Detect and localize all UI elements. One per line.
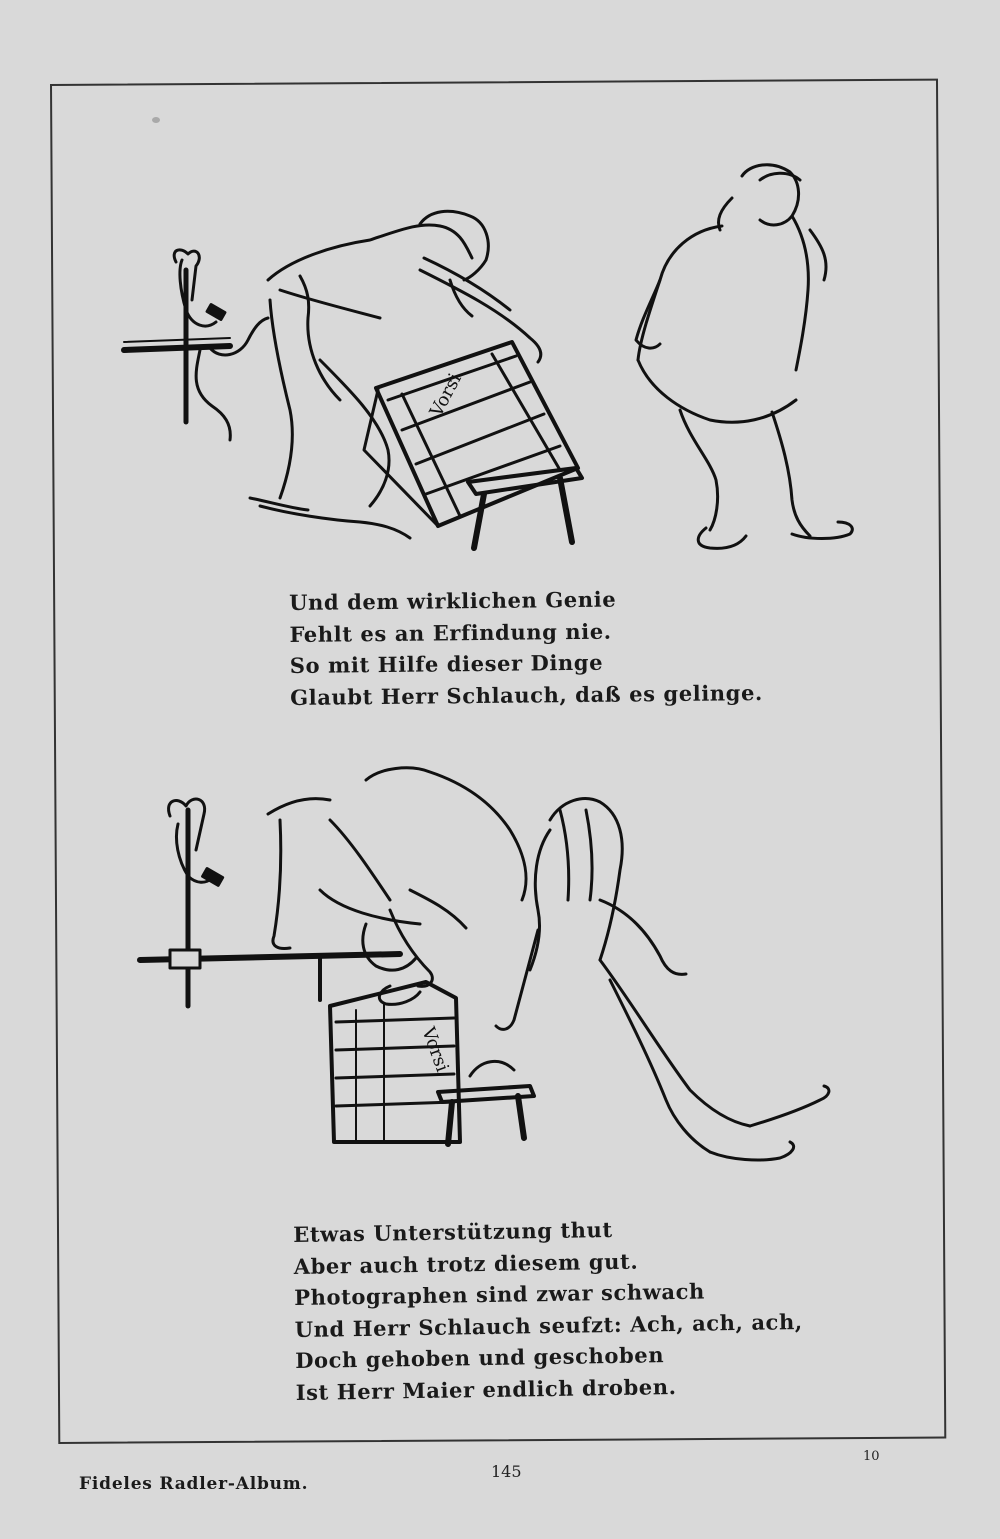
ink-smudge	[152, 117, 160, 123]
crate	[364, 342, 578, 526]
bottom-verse	[293, 1211, 804, 1408]
lifted-man-figure	[268, 768, 526, 1005]
bottom-illustration	[130, 760, 850, 1180]
verse-line: Fehlt es an Erfindung nie.	[289, 618, 612, 647]
head-clamp-stand	[124, 250, 268, 440]
verse-line: Und Herr Schlauch seufzt: Ach, ach, ach,	[294, 1308, 803, 1342]
signature-mark: 10	[863, 1449, 880, 1464]
verse-line: Glaubt Herr Schlauch, daß es gelinge.	[290, 679, 764, 710]
album-title-footer: Fideles Radler-Album.	[79, 1474, 309, 1494]
verse-line: So mit Hilfe dieser Dinge	[289, 649, 604, 678]
verse-line: Doch gehoben und geschoben	[295, 1342, 665, 1373]
top-crate-label: Vorsi	[425, 370, 466, 421]
head-clamp-stand	[140, 799, 400, 1006]
verse-line: Etwas Unterstützung thut	[293, 1216, 613, 1247]
page-number: 145	[491, 1462, 522, 1481]
pushing-figure	[496, 799, 829, 1160]
verse-line: Aber auch trotz diesem gut.	[293, 1248, 639, 1279]
standing-man-figure	[636, 165, 852, 549]
verse-line: Und dem wirklichen Genie	[289, 586, 617, 615]
bottom-crate-label: Vorsi	[417, 1024, 453, 1075]
verse-line: Photographen sind zwar schwach	[294, 1278, 706, 1310]
top-illustration	[120, 150, 860, 560]
top-verse	[289, 582, 763, 713]
verse-line: Ist Herr Maier endlich droben.	[295, 1373, 677, 1405]
